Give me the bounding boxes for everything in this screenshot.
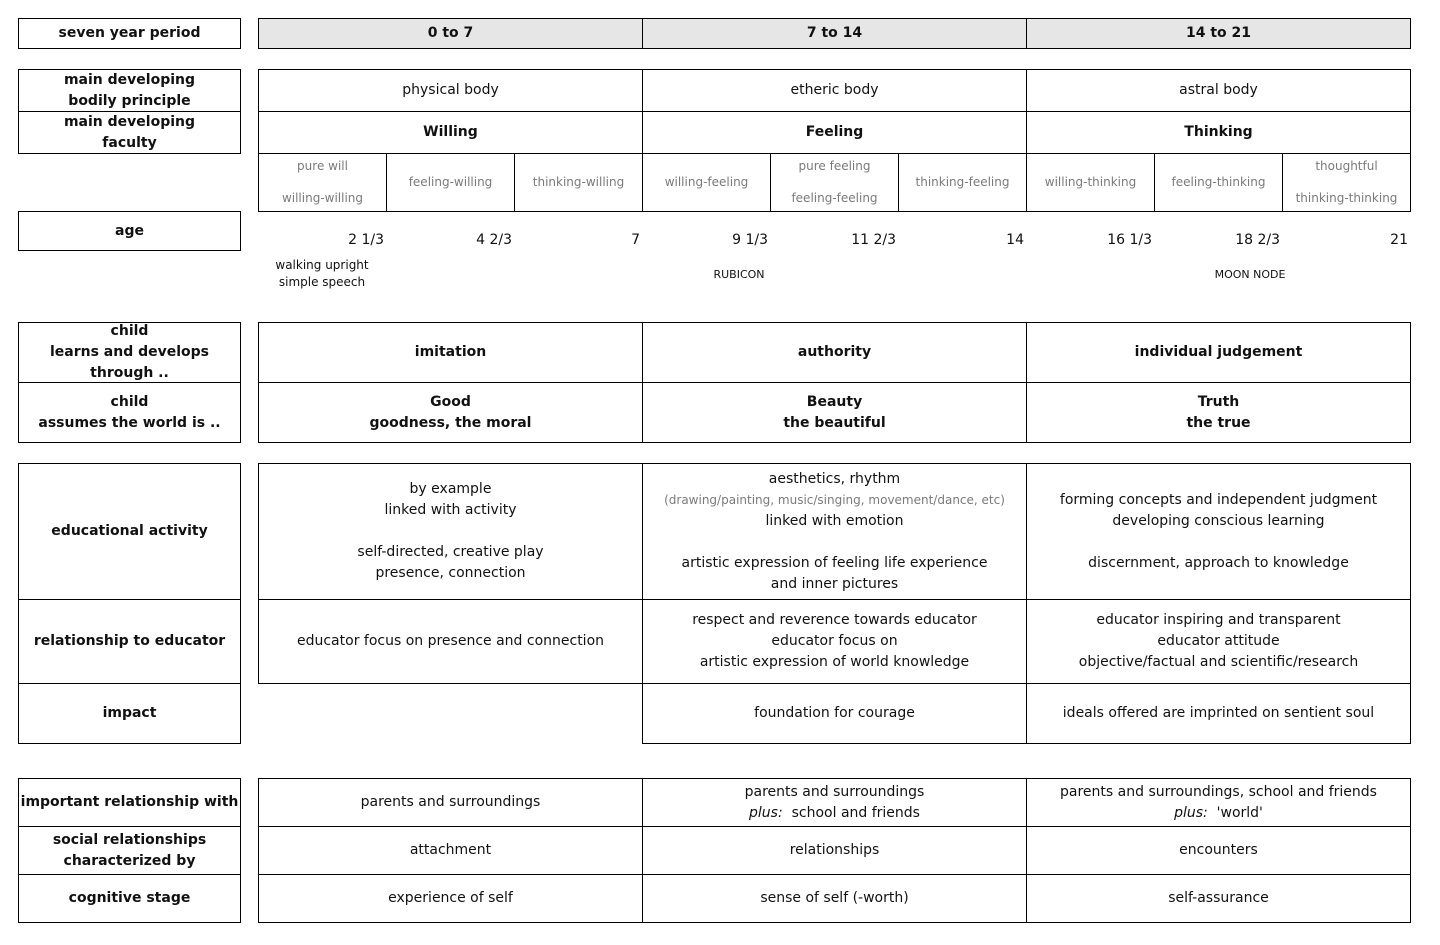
- relationship-cell-3: educator inspiring and transparent educator attitude objective/factual and scientific/research: [1026, 599, 1411, 684]
- subfaculty-bottom: feeling-feeling: [791, 191, 878, 205]
- label-assumes: child assumes the world is ..: [18, 382, 241, 443]
- educational-cell-1: by example linked with activity self-directed, creative play presence, connection: [258, 463, 643, 600]
- assumes-cell-2: Beauty the beautiful: [642, 382, 1027, 443]
- bodily-cell-2: etheric body: [642, 69, 1027, 112]
- label-social-relationships: social relationships characterized by: [18, 826, 241, 875]
- important-text: school and friends: [782, 804, 920, 821]
- label-faculty: main developing faculty: [18, 111, 241, 154]
- period-header-3: 14 to 21: [1026, 18, 1411, 49]
- social-cell-3: encounters: [1026, 826, 1411, 875]
- subfaculty-cell: willing-feeling: [642, 153, 771, 212]
- cognitive-cell-3: self-assurance: [1026, 874, 1411, 923]
- relationship-cell-2: respect and reverence towards educator educator focus on artistic expression of world knowledge: [642, 599, 1027, 684]
- important-cell-1: parents and surroundings: [258, 778, 643, 827]
- subfaculty-bottom: thinking-thinking: [1295, 191, 1398, 205]
- label-important-relationship: important relationship with: [18, 778, 241, 827]
- faculty-cell-1: Willing: [258, 111, 643, 154]
- faculty-cell-2: Feeling: [642, 111, 1027, 154]
- learns-cell-2: authority: [642, 322, 1027, 383]
- label-relationship-to-educator: relationship to educator: [18, 599, 241, 684]
- age-value: 21: [1390, 232, 1408, 248]
- learns-cell-3: individual judgement: [1026, 322, 1411, 383]
- bodily-cell-3: astral body: [1026, 69, 1411, 112]
- period-header-2: 7 to 14: [642, 18, 1027, 49]
- subfaculty-cell: [258, 153, 387, 212]
- label-seven-year-period: seven year period: [18, 18, 241, 49]
- learns-cell-1: imitation: [258, 322, 643, 383]
- subfaculty-cell: feeling-willing: [386, 153, 515, 212]
- subfaculty-cell: [1282, 153, 1411, 212]
- label-bodily-principle: main developing bodily principle: [18, 69, 241, 112]
- educational-text: linked with emotion artistic expression of feeling life experience and inner pictures: [681, 512, 988, 592]
- age-value: 2 1/3: [348, 232, 384, 248]
- milestone-moon-node: MOON NODE: [1214, 268, 1286, 281]
- assumes-cell-3: Truth the true: [1026, 382, 1411, 443]
- educational-subnote: (drawing/painting, music/singing, movement/dance, etc): [664, 492, 1005, 507]
- subfaculty-cell: willing-thinking: [1026, 153, 1155, 212]
- important-cell-2: [642, 778, 1027, 827]
- important-text: parents and surroundings, school and friends: [1060, 783, 1377, 800]
- plus-label: plus:: [749, 804, 783, 821]
- milestone-walking: walking upright simple speech: [275, 258, 369, 289]
- important-text: parents and surroundings: [744, 783, 925, 800]
- label-impact: impact: [18, 683, 241, 744]
- label-learns: child learns and develops through ..: [18, 322, 241, 383]
- age-value: 7: [631, 232, 640, 248]
- milestone-rubicon: RUBICON: [713, 268, 765, 281]
- age-value: 4 2/3: [476, 232, 512, 248]
- relationship-cell-1: educator focus on presence and connection: [258, 599, 643, 684]
- cognitive-cell-1: experience of self: [258, 874, 643, 923]
- important-plus-line: [1174, 803, 1263, 824]
- bodily-cell-1: physical body: [258, 69, 643, 112]
- faculty-cell-3: Thinking: [1026, 111, 1411, 154]
- subfaculty-top: thoughtful: [1315, 159, 1378, 173]
- plus-label: plus:: [1174, 804, 1208, 821]
- social-cell-2: relationships: [642, 826, 1027, 875]
- age-value: 16 1/3: [1107, 232, 1152, 248]
- age-value: 18 2/3: [1235, 232, 1280, 248]
- assumes-cell-1: Good goodness, the moral: [258, 382, 643, 443]
- label-age: age: [18, 211, 241, 251]
- important-cell-3: [1026, 778, 1411, 827]
- period-header-1: 0 to 7: [258, 18, 643, 49]
- age-value: 9 1/3: [732, 232, 768, 248]
- age-value: 11 2/3: [851, 232, 896, 248]
- label-educational-activity: educational activity: [18, 463, 241, 600]
- impact-cell-2: foundation for courage: [642, 683, 1027, 744]
- educational-text: aesthetics, rhythm: [768, 470, 901, 487]
- subfaculty-cell: thinking-feeling: [898, 153, 1027, 212]
- age-value: 14: [1006, 232, 1024, 248]
- subfaculty-cell: feeling-thinking: [1154, 153, 1283, 212]
- subfaculty-cell: [770, 153, 899, 212]
- educational-cell-3: forming concepts and independent judgment developing conscious learning discernment, approach to knowledge: [1026, 463, 1411, 600]
- cognitive-cell-2: sense of self (-worth): [642, 874, 1027, 923]
- subfaculty-top: pure will: [297, 159, 348, 173]
- social-cell-1: attachment: [258, 826, 643, 875]
- subfaculty-top: pure feeling: [798, 159, 871, 173]
- impact-cell-3: ideals offered are imprinted on sentient soul: [1026, 683, 1411, 744]
- label-cognitive-stage: cognitive stage: [18, 874, 241, 923]
- subfaculty-bottom: willing-willing: [281, 191, 364, 205]
- important-text: 'world': [1207, 804, 1263, 821]
- subfaculty-cell: thinking-willing: [514, 153, 643, 212]
- important-plus-line: [749, 803, 920, 824]
- educational-cell-2: [642, 463, 1027, 600]
